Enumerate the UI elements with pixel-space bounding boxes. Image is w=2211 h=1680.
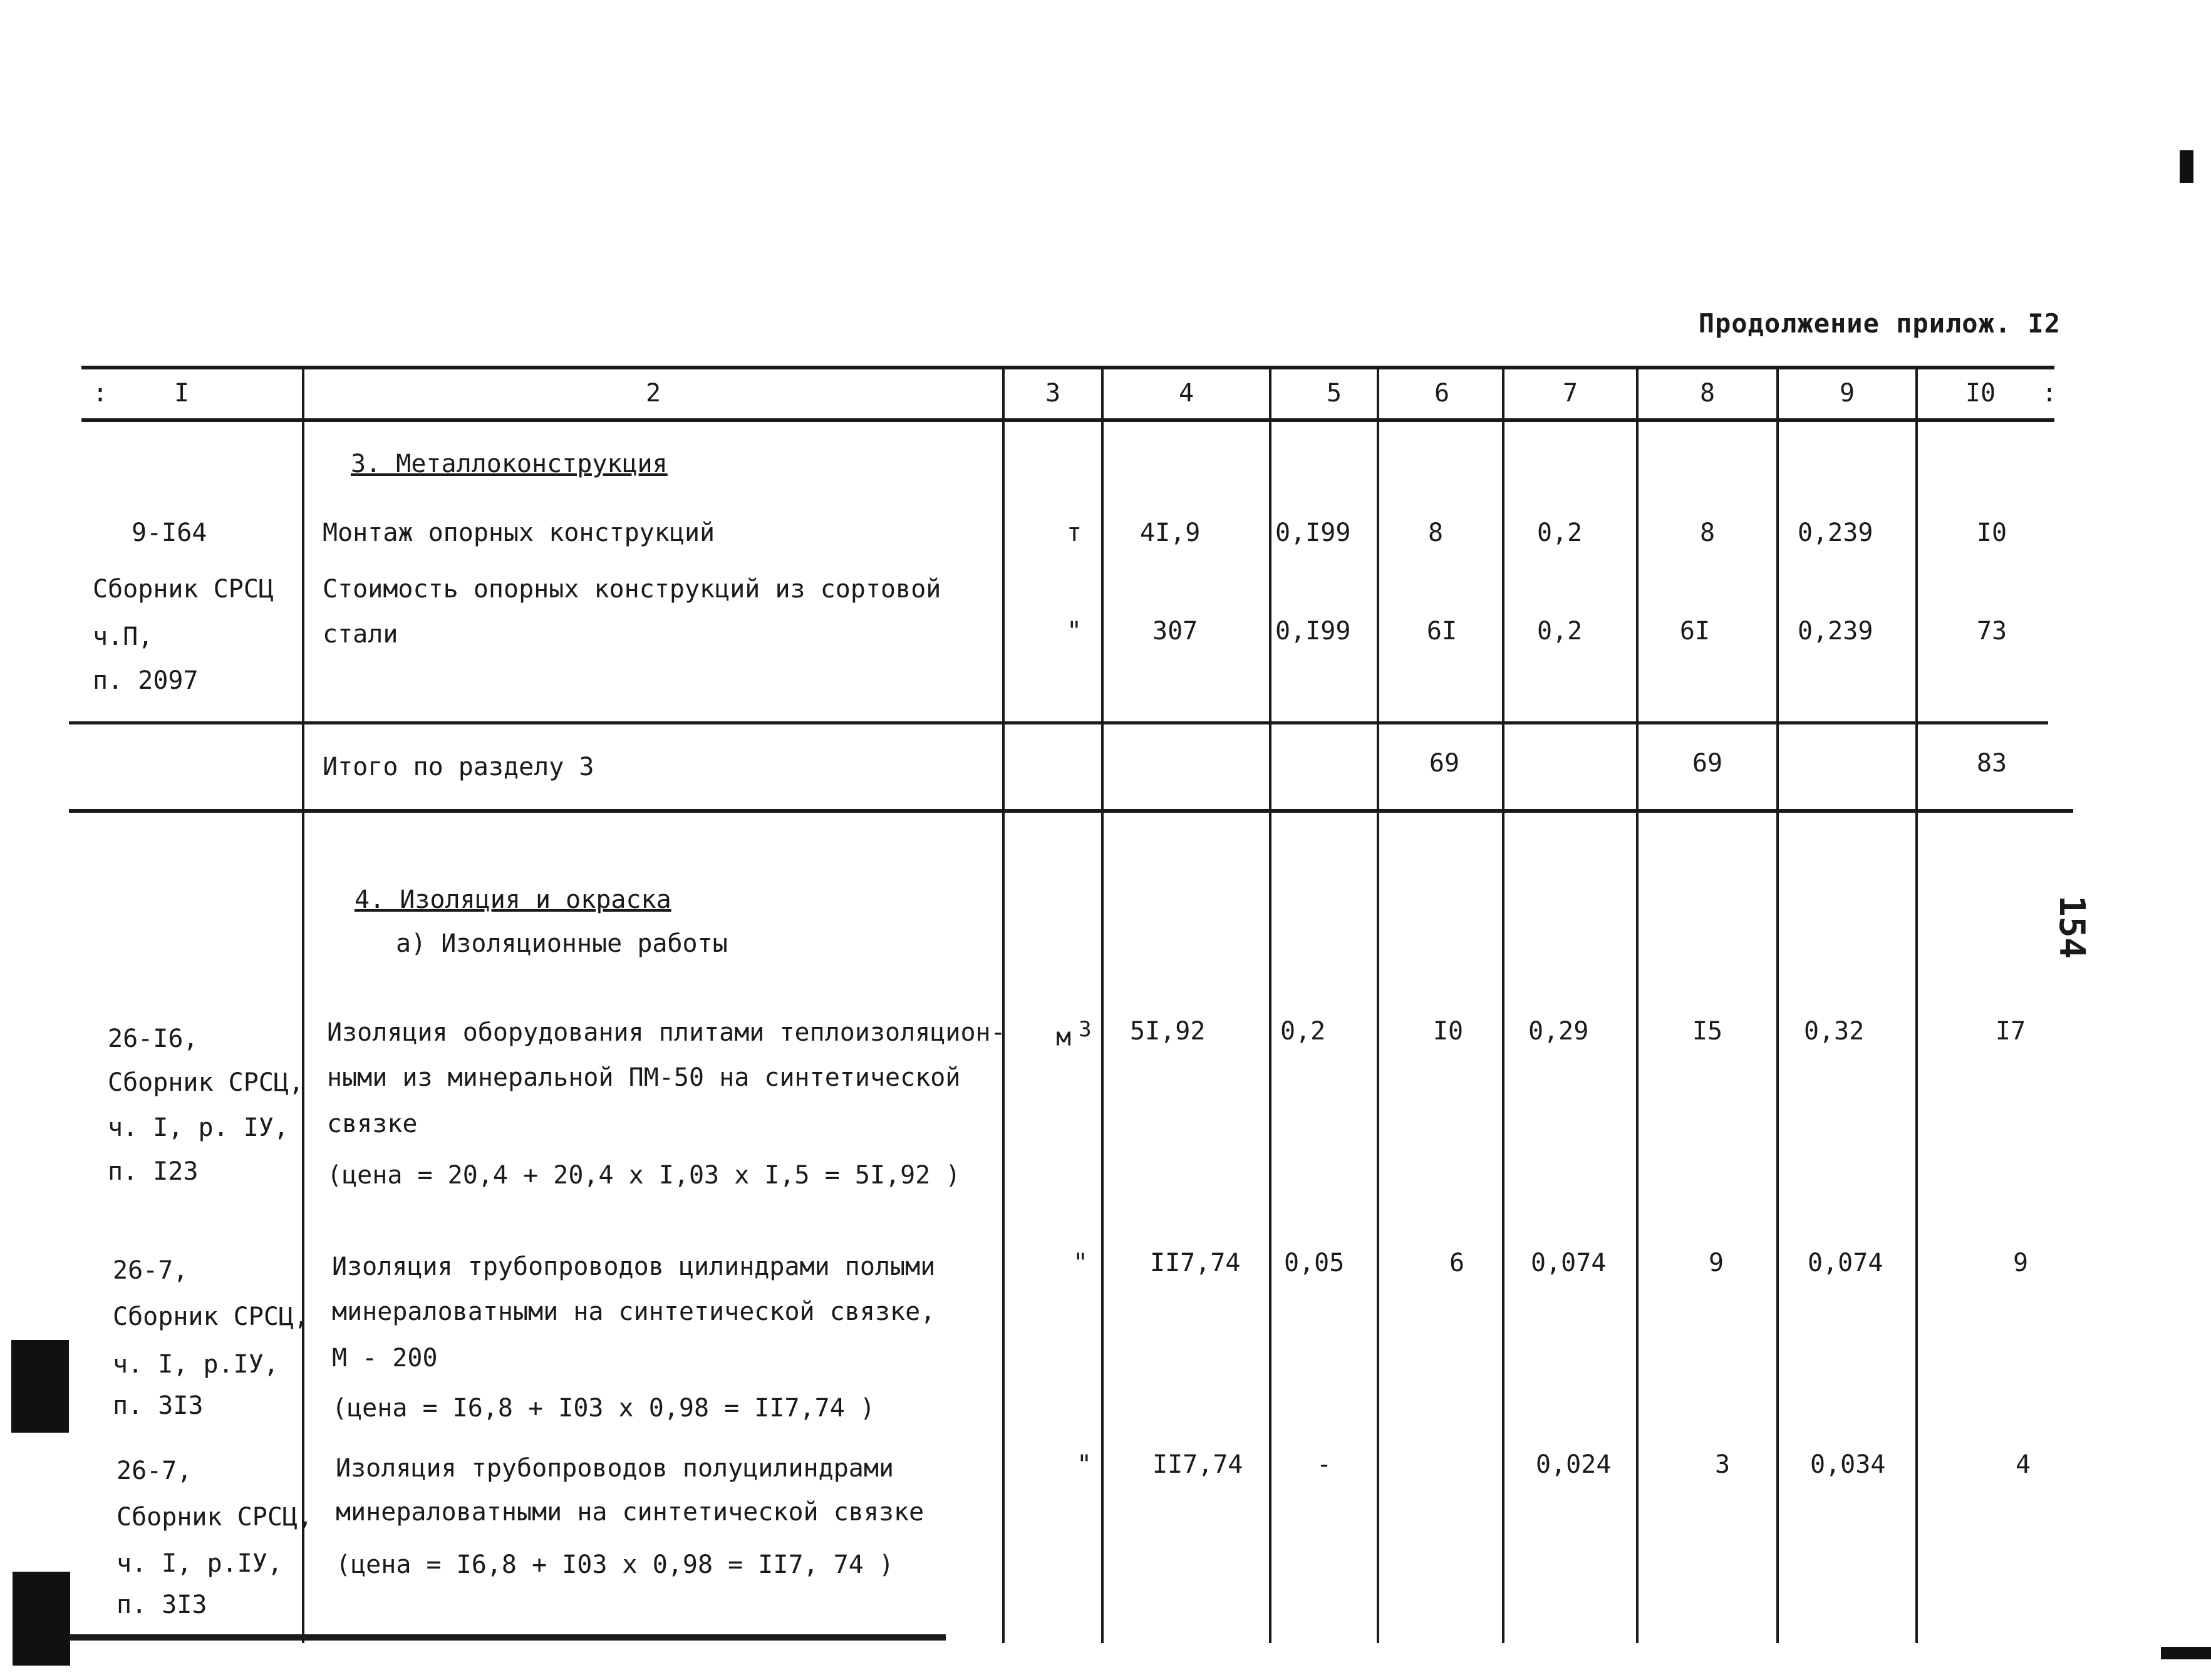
sec3-row1-col9: 0,239 [1798, 518, 1873, 547]
sec4-row2-col8: 9 [1708, 1249, 1724, 1277]
sec4-row3-name: Изоляция трубопроводов полуцилиндрами [336, 1454, 894, 1483]
sec4-row1-col6: I0 [1432, 1017, 1464, 1046]
sec4-row3-code: ч. I, р.IУ, [117, 1549, 282, 1578]
sec3-row1-col6: 8 [1427, 518, 1444, 547]
unit-label: м [1056, 1023, 1072, 1052]
sec4-row3-col7: 0,024 [1536, 1450, 1612, 1479]
sec4-row3-code: п. 3I3 [117, 1590, 207, 1619]
section3-bottom-rule [69, 721, 2048, 724]
sec4-row2-col6: 6 [1449, 1249, 1465, 1277]
sec4-row1-code: п. I23 [108, 1157, 199, 1186]
section3-code-line: п. 2097 [93, 666, 199, 695]
sec4-row3-col10: 4 [2015, 1450, 2031, 1479]
page-number: 154 [2051, 895, 2092, 959]
table-top-rule [81, 366, 2054, 369]
sec4-row3-col4: II7,74 [1152, 1450, 1243, 1479]
sec4-row1-col5: 0,2 [1280, 1017, 1326, 1046]
section3-code-line: ч.П, [93, 622, 153, 651]
sec4-row2-name: М - 200 [332, 1344, 438, 1373]
sec4-row3-col5: - [1316, 1450, 1332, 1479]
sec3-row1-unit: т [1066, 518, 1082, 547]
sec3-row2-col7: 0,2 [1537, 617, 1583, 646]
column-header-7: 7 [1562, 379, 1578, 408]
sec3-row2-name-line1: Стоимость опорных конструкций из сортовой [323, 575, 941, 604]
sec3-row2-col10: 73 [1976, 617, 2007, 646]
sec4-row2-col10: 9 [2012, 1249, 2029, 1277]
sec3-total-label: Итого по разделу 3 [323, 753, 594, 781]
scan-edge-mark [13, 1572, 70, 1666]
sec3-row1-col5: 0,I99 [1275, 518, 1351, 547]
header-bottom-rule [81, 418, 2054, 422]
column-header-9: 9 [1839, 379, 1855, 408]
sec3-row2-col4: 307 [1152, 617, 1198, 646]
page-bottom-rule [69, 1634, 946, 1641]
column-header-1: I [173, 379, 190, 408]
sec4-row1-name: ными из минеральной ПМ-50 на синтетической [327, 1063, 961, 1092]
sec4-row2-code: Сборник СРСЦ, [113, 1302, 309, 1331]
sec4-row2-col9: 0,074 [1808, 1249, 1883, 1277]
scan-bottom-mark [2161, 1647, 2211, 1659]
sec4-row3-code: 26-7, [117, 1456, 192, 1485]
column-header-8: 8 [1699, 379, 1716, 408]
column-divider [1636, 366, 1639, 1643]
sec4-row1-price: (цена = 20,4 + 20,4 х I,03 х I,5 = 5I,92 ) [327, 1161, 961, 1190]
sec4-row1-col7: 0,29 [1528, 1017, 1589, 1046]
sec4-row2-col5: 0,05 [1284, 1249, 1345, 1277]
sec4-row2-col7: 0,074 [1531, 1249, 1607, 1277]
sec4-row2-code: 26-7, [113, 1256, 189, 1285]
sec4-row1-code: ч. I, р. IУ, [108, 1113, 289, 1142]
sec3-row2-col6: 6I [1426, 617, 1458, 646]
sec4-row1-name: связке [327, 1110, 418, 1138]
sec4-row3-code: Сборник СРСЦ, [117, 1503, 313, 1532]
section3-code-line: Сборник СРСЦ [93, 575, 274, 604]
sec4-row2-price: (цена = I6,8 + I03 х 0,98 = II7,74 ) [332, 1394, 875, 1423]
column-header-2: 2 [645, 379, 661, 408]
sec4-row3-price: (цена = I6,8 + I03 х 0,98 = II7, 74 ) [336, 1550, 894, 1579]
sec3-total-col6: 69 [1429, 749, 1460, 778]
column-divider [1502, 366, 1504, 1643]
sec4-row1-col9: 0,32 [1804, 1017, 1865, 1046]
scan-edge-mark [11, 1340, 69, 1433]
sec4-row2-unit: " [1072, 1249, 1089, 1277]
sec3-row2-unit: " [1066, 617, 1082, 646]
sec4-row2-code: п. 3I3 [113, 1391, 204, 1420]
sec3-row2-name-line2: стали [323, 620, 398, 649]
sec3-total-col8: 69 [1692, 749, 1723, 778]
column-header-3: 3 [1045, 379, 1061, 408]
sec3-row1-col4: 4I,9 [1140, 518, 1201, 547]
column-header-4: 4 [1178, 379, 1194, 408]
section4-subtitle: а) Изоляционные работы [396, 929, 728, 958]
sec4-row3-unit: " [1076, 1450, 1092, 1479]
sec4-row3-col9: 0,034 [1810, 1450, 1886, 1479]
section4-title: 4. Изоляция и окраска [355, 885, 671, 914]
sec4-row2-name: минераловатными на синтетической связке, [332, 1297, 936, 1326]
sec3-row2-col5: 0,I99 [1275, 617, 1351, 646]
column-divider [1377, 366, 1379, 1643]
section3-title: 3. Металлоконструкция [351, 450, 668, 478]
sec4-row3-col8: 3 [1714, 1450, 1731, 1479]
sec3-row1-col7: 0,2 [1537, 518, 1583, 547]
column-divider [1002, 366, 1005, 1643]
sec3-total-col10: 83 [1976, 749, 2007, 778]
sec3-row1-col8: 8 [1699, 518, 1716, 547]
sec3-row2-col9: 0,239 [1798, 617, 1873, 646]
scan-corner-mark [2180, 150, 2193, 183]
column-header-5: 5 [1326, 379, 1342, 408]
column-divider [1915, 366, 1918, 1643]
sec4-row1-code: 26-I6, [108, 1024, 199, 1053]
continuation-note: Продолжение прилож. I2 [1698, 308, 2061, 339]
column-header-10: I0 [1965, 379, 1996, 408]
total-bottom-rule [69, 809, 2073, 813]
column-divider [302, 366, 304, 1643]
sec4-row1-unit [1056, 1017, 1092, 1051]
column-edge-colon-right: : [2042, 379, 2058, 408]
sec4-row1-code: Сборник СРСЦ, [108, 1068, 304, 1097]
sec4-row1-col4: 5I,92 [1130, 1017, 1206, 1046]
column-header-6: 6 [1434, 379, 1450, 408]
sec4-row3-name: минераловатными на синтетической связке [336, 1498, 924, 1527]
sec4-row1-col8: I5 [1692, 1017, 1723, 1046]
column-edge-colon-left: : [93, 379, 108, 408]
unit-superscript: 3 [1079, 1017, 1092, 1042]
sec4-row1-col10: I7 [1995, 1017, 2026, 1046]
sec4-row2-col4: II7,74 [1150, 1249, 1241, 1277]
sec4-row2-name: Изоляция трубопроводов цилиндрами полыми [332, 1252, 936, 1281]
sec4-row2-code: ч. I, р.IУ, [113, 1350, 279, 1379]
sec3-row2-col8: 6I [1679, 617, 1711, 646]
sec3-row1-col10: I0 [1976, 518, 2007, 547]
section3-code-line: 9-I64 [132, 518, 207, 547]
sec4-row1-name: Изоляция оборудования плитами теплоизоляцион- [327, 1018, 1006, 1047]
sec3-row1-name: Монтаж опорных конструкций [323, 518, 715, 547]
